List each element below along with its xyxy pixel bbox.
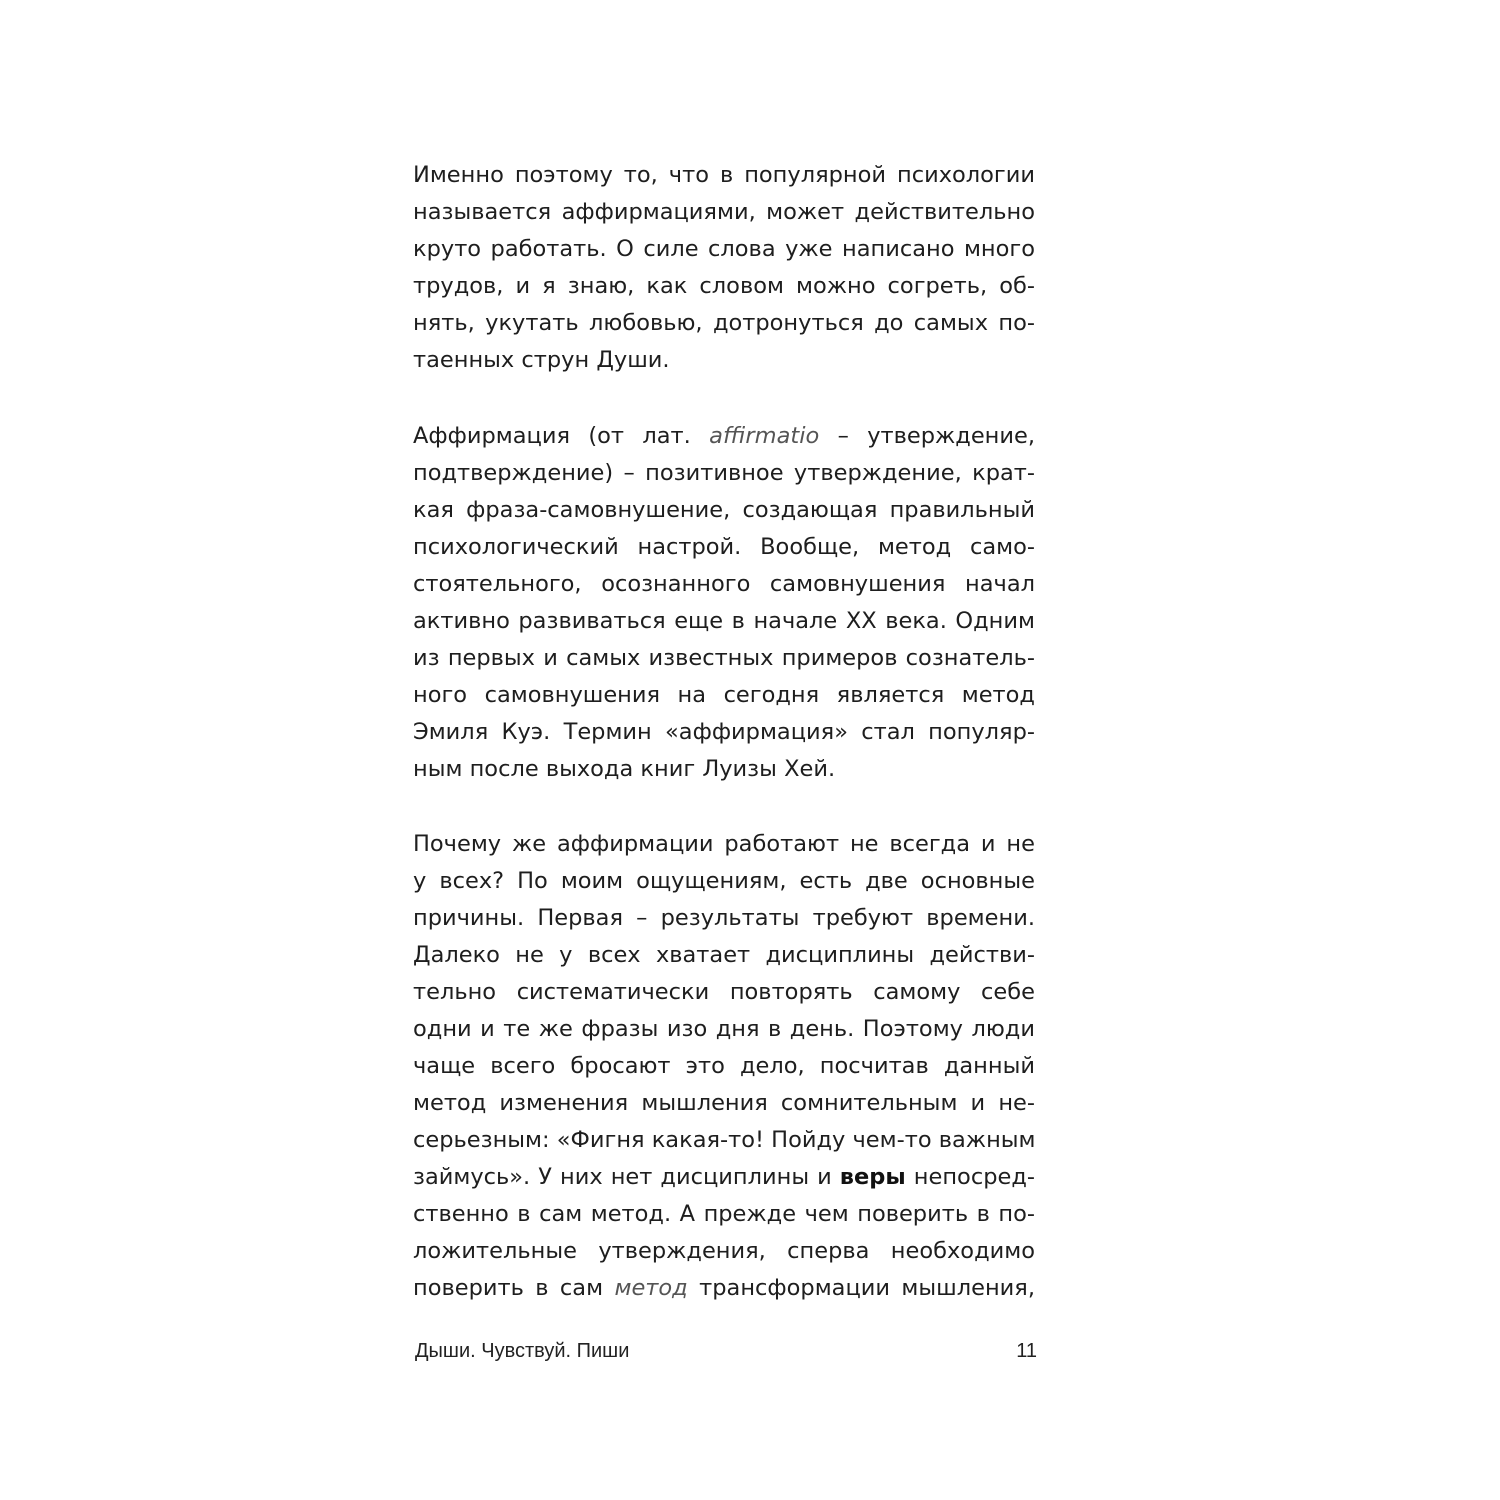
emphasis-italic: метод [614,1275,688,1301]
paragraph-line: причины. Первая – результаты требуют времени. [413,905,1035,931]
paragraph-3 [413,826,1035,1307]
paragraph-line: нять, укутать любовью, дотронуться до самых по- [413,310,1035,336]
text-run: поверить в сам [413,1275,615,1301]
text-run: трансформации мышления, [687,1275,1035,1301]
paragraph-line: ложительные утверждения, сперва необходимо [413,1238,1035,1264]
paragraph-line: Почему же аффирмации работают не всегда и не [413,831,1035,857]
page-footer [415,1336,1037,1366]
paragraph-line: стоятельного, осознанного самовнушения начал [413,571,1035,597]
paragraph-line: круто работать. О силе слова уже написано много [413,236,1035,262]
paragraph-line: серьезным: «Фигня какая-то! Пойду чем-то важным [413,1127,1036,1153]
emphasis-bold: веры [839,1164,906,1190]
paragraph-line: Эмиля Куэ. Термин «аффирмация» стал популяр- [413,719,1035,745]
paragraph-line: подтверждение) – позитивное утверждение, крат- [413,460,1035,486]
paragraph-line: ственно в сам метод. А прежде чем поверить в по- [413,1201,1035,1227]
running-title: Дыши. Чувствуй. Пиши [415,1340,630,1362]
paragraph-line: ным после выхода книг Луизы Хей. [413,756,836,782]
paragraph-line [413,1270,1035,1307]
paragraph-line: тельно систематически повторять самому себе [413,979,1035,1005]
paragraph-line: Именно поэтому то, что в популярной психологии [413,162,1035,188]
paragraph-line: активно развиваться еще в начале XX века. Одним [413,608,1035,634]
paragraph-line: трудов, и я знаю, как словом можно согреть, об- [413,273,1035,299]
paragraph-line [413,1159,1035,1196]
paragraph-line: Далеко не у всех хватает дисциплины действи- [413,942,1035,968]
text-run: Аффирмация (от лат. [413,423,710,449]
page-number: 11 [1016,1340,1037,1362]
paragraph-line: из первых и самых известных примеров сознатель- [413,645,1035,671]
paragraph-2 [413,418,1035,788]
paragraph-1 [413,157,1035,379]
paragraph-line: чаще всего бросают это дело, посчитав данный [413,1053,1035,1079]
paragraph-line: метод изменения мышления сомнительным и не- [413,1090,1035,1116]
paragraph-line: у всех? По моим ощущениям, есть две основные [413,868,1035,894]
text-run: займусь». У них нет дисциплины и [413,1164,840,1190]
latin-term: affirmatio [709,423,820,449]
paragraph-line: одни и те же фразы изо дня в день. Поэтому люди [413,1016,1035,1042]
paragraph-line [413,418,1035,455]
paragraph-line: психологический настрой. Вообще, метод само- [413,534,1035,560]
paragraph-line: ного самовнушения на сегодня является метод [413,682,1035,708]
text-run: непосред- [905,1164,1035,1190]
paragraph-line: кая фраза-самовнушение, создающая правильный [413,497,1035,523]
text-run: – утверждение, [819,423,1035,449]
paragraph-line: таенных струн Души. [413,347,670,373]
paragraph-line: называется аффирмациями, может действительно [413,199,1035,225]
